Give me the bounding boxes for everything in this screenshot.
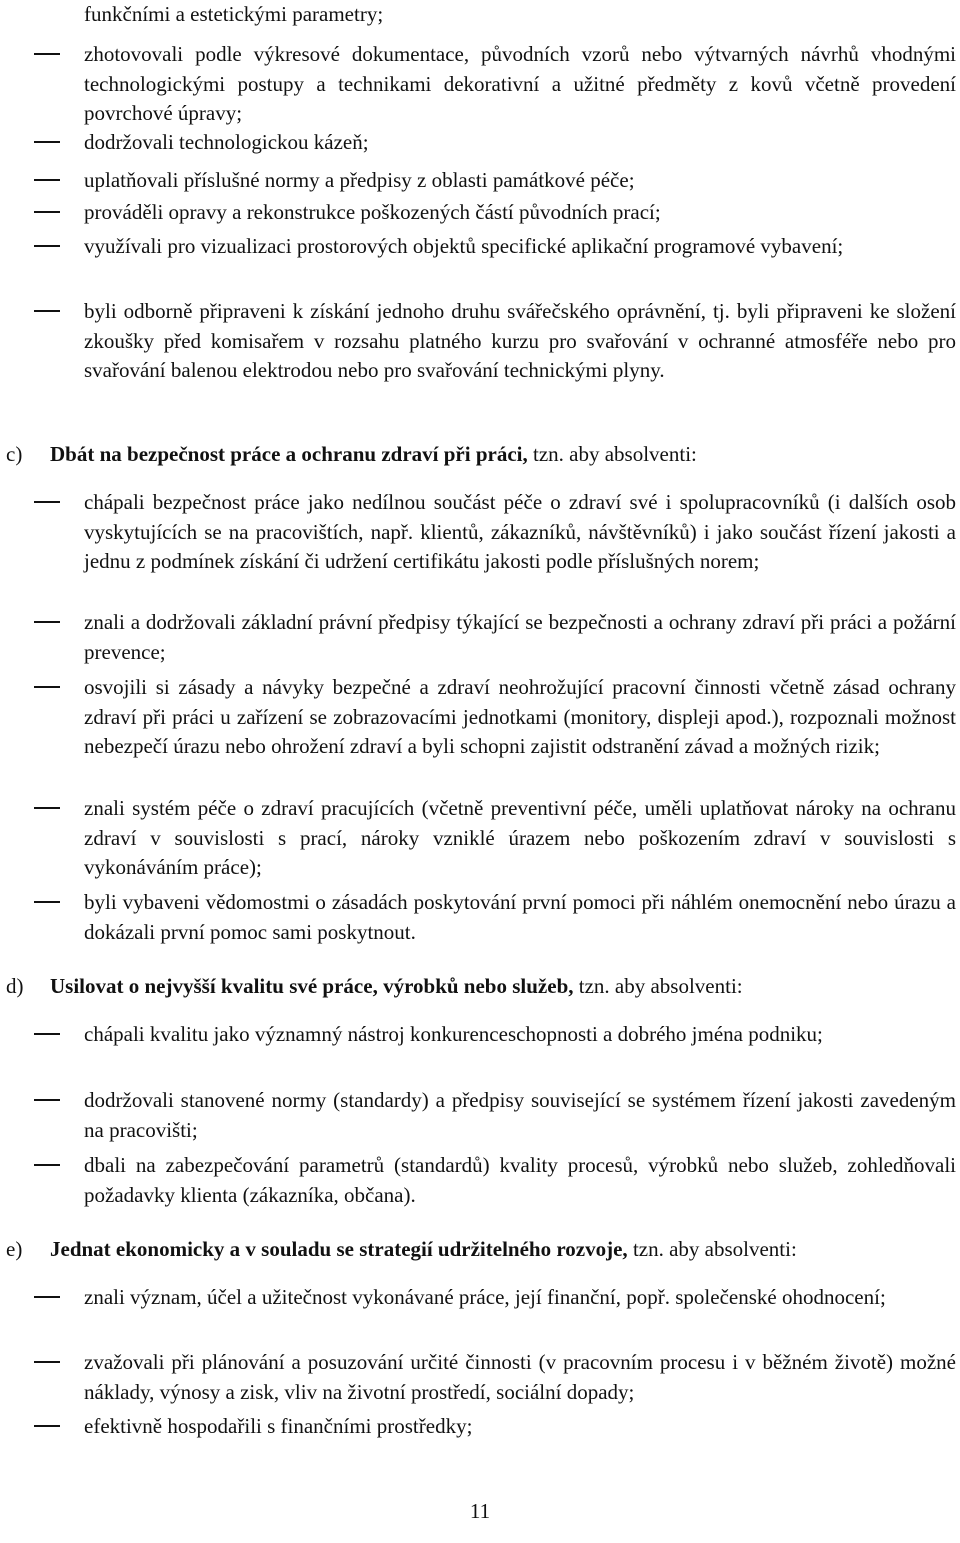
section-title-bold: Dbát na bezpečnost práce a ochranu zdraví při práci,: [50, 442, 528, 466]
dash-bullet: [34, 621, 60, 623]
list-item-text: znali a dodržovali základní právní předpisy týkající se bezpečnosti a ochrany zdraví při práci a požární prevence;: [84, 610, 956, 664]
section-letter: e): [6, 1237, 23, 1261]
section-title: [50, 440, 697, 470]
section-letter: d): [6, 974, 24, 998]
list-item-text: osvojili si zásady a návyky bezpečné a zdraví neohrožující pracovní činnosti včetně zásad ochrany zdraví při práci u zařízení se zobrazovacími jednotkami (monitory, displeji apod.), rozpoznali možnost nebezpečí úrazu nebo ohrožení zdraví a byli schopni zajistit odstranění závad a možných rizik;: [84, 675, 956, 758]
dash-bullet: [34, 1361, 60, 1363]
dash-bullet: [34, 310, 60, 312]
list-item-text: chápali bezpečnost práce jako nedílnou součást péče o zdraví své i spolupracovníků (i dalších osob vyskytujících se na pracovištích, např. klientů, zákazníků, návštěvníků) i jako součást řízení jakosti a jednu z podmínek získání či udržení certifikátu jakosti podle příslušných norem;: [84, 490, 956, 573]
dash-bullet: [34, 1099, 60, 1101]
dash-bullet: [34, 686, 60, 688]
list-item-text: znali systém péče o zdraví pracujících (včetně preventivní péče, uměli uplatňovat nároky na ochranu zdraví v souvislosti s prací, nároky vzniklé úrazem nebo poškozením zdraví v souvislosti s vykonáváním práce);: [84, 796, 956, 879]
list-item-text: dodržovali stanovené normy (standardy) a předpisy související se systémem řízení jakosti zavedeným na pracovišti;: [84, 1088, 956, 1142]
dash-bullet: [34, 1033, 60, 1035]
section-title: [50, 1235, 797, 1265]
list-item-text: prováděli opravy a rekonstrukce poškozených částí původních prací;: [84, 200, 661, 224]
list-item-text: zvažovali při plánování a posuzování určité činnosti (v pracovním procesu i v běžném životě) možné náklady, výnosy a zisk, vliv na životní prostředí, sociální dopady;: [84, 1350, 956, 1404]
list-item-text: zhotovovali podle výkresové dokumentace, původních vzorů nebo výtvarných návrhů vhodnými technologickými postupy a technikami dekorativní a užitné předměty z kovů včetně provedení povrchové úpravy;: [84, 42, 956, 125]
section-title-rest: tzn. aby absolventi:: [627, 1237, 797, 1261]
dash-bullet: [34, 501, 60, 503]
list-item-text: byli odborně připraveni k získání jednoho druhu svářečského oprávnění, tj. byli připraveni ke složení zkoušky před komisařem v rozsahu platného kurzu pro svařování v ochranné atmosféře nebo pro svařování balenou elektrodou nebo pro svařování technickými plyny.: [84, 299, 956, 382]
list-item-text: znali význam, účel a užitečnost vykonávané práce, její finanční, popř. společenské ohodnocení;: [84, 1285, 886, 1309]
dash-bullet: [34, 1425, 60, 1427]
dash-bullet: [34, 245, 60, 247]
dash-bullet: [34, 53, 60, 55]
dash-bullet: [34, 141, 60, 143]
section-letter: c): [6, 442, 23, 466]
list-item-text: efektivně hospodařili s finančními prostředky;: [84, 1414, 473, 1438]
dash-bullet: [34, 901, 60, 903]
section-title-bold: Jednat ekonomicky a v souladu se strategií udržitelného rozvoje,: [50, 1237, 628, 1261]
dash-bullet: [34, 807, 60, 809]
intro-tail-text: funkčními a estetickými parametry;: [84, 2, 384, 26]
list-item-text: dodržovali technologickou kázeň;: [84, 130, 369, 154]
dash-bullet: [34, 1164, 60, 1166]
page-number: 11: [469, 1499, 491, 1523]
section-title: [50, 972, 743, 1002]
list-item-text: využívali pro vizualizaci prostorových objektů specifické aplikační programové vybavení;: [84, 234, 844, 258]
list-item-text: chápali kvalitu jako významný nástroj konkurenceschopnosti a dobrého jména podniku;: [84, 1022, 823, 1046]
dash-bullet: [34, 1296, 60, 1298]
section-title-bold: Usilovat o nejvyšší kvalitu své práce, výrobků nebo služeb,: [50, 974, 574, 998]
dash-bullet: [34, 179, 60, 181]
section-title-rest: tzn. aby absolventi:: [573, 974, 743, 998]
list-item-text: byli vybaveni vědomostmi o zásadách poskytování první pomoci při náhlém onemocnění nebo úrazu a dokázali první pomoc sami poskytnout.: [84, 890, 956, 944]
list-item-text: uplatňovali příslušné normy a předpisy z oblasti památkové péče;: [84, 168, 635, 192]
list-item-text: dbali na zabezpečování parametrů (standardů) kvality procesů, výrobků nebo služeb, zohledňovali požadavky klienta (zákazníka, občana).: [84, 1153, 956, 1207]
dash-bullet: [34, 211, 60, 213]
section-title-rest: tzn. aby absolventi:: [527, 442, 697, 466]
